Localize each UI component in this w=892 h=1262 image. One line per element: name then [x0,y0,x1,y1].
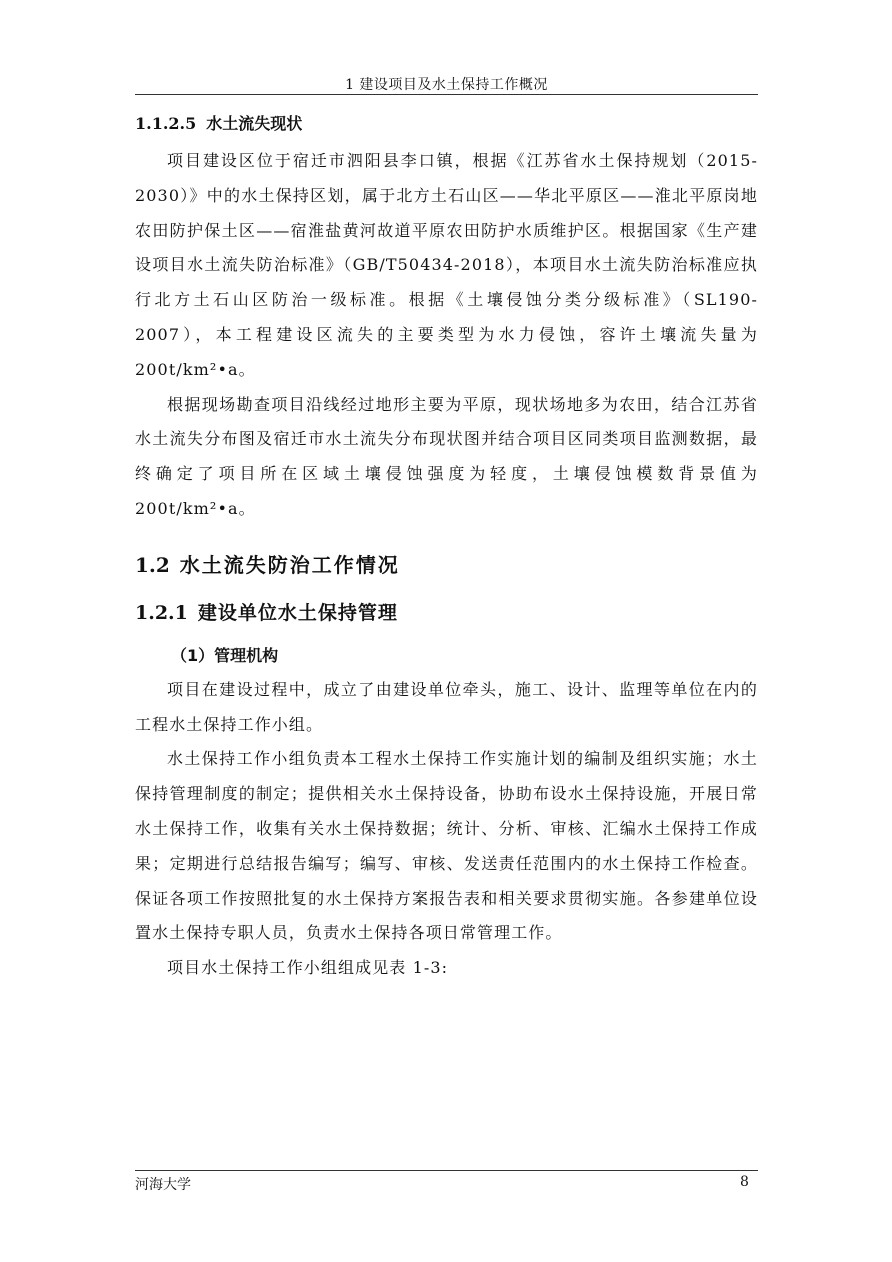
paragraph-management-1: 项目在建设过程中，成立了由建设单位牵头，施工、设计、监理等单位在内的工程水土保持工作小组。 [135,679,758,734]
footer-institution: 河海大学 [135,1177,191,1193]
section-title: 建设单位水土保持管理 [197,601,398,624]
paragraph-erosion-status-1: 项目建设区位于宿迁市泗阳县李口镇，根据《江苏省水土保持规划（2015-2030）》中的水土保持区划，属于北方土石山区——华北平原区——淮北平原岗地农田防护保土区——宿淮盐黄河故道平原农田防护水质维护区。根据国家《生产建设项目水土流失防治标准》（GB/T50434-2018），本项目水土流失防治标准应执行北方土石山区防治一级标准。根据《土壤侵蚀分类分级标准》（SL190-2007），本工程建设区流失的主要类型为水力侵蚀，容许土壤流失量为200t/km²•a。 [135,151,758,379]
subsection-management-heading [171,639,758,673]
section-title: 水土流失防治工作情况 [179,552,400,577]
section-number: 1.1.2.5 [135,114,197,133]
section-number: 1.2 [135,552,170,577]
running-header: 1 建设项目及水土保持工作概况 [345,77,548,93]
paragraph-erosion-status-2: 根据现场勘查项目沿线经过地形主要为平原，现状场地多为农田，结合江苏省水土流失分布图及宿迁市水土流失分布现状图并结合项目区同类项目监测数据，最终确定了项目所在区域土壤侵蚀强度为轻度，土壤侵蚀模数背景值为200t/km²•a。 [135,394,758,518]
section-number: 1.2.1 [135,601,188,624]
footer-rule [135,1170,758,1171]
subsection-title: （1）管理机构 [171,645,279,665]
page-number: 8 [740,1174,749,1190]
section-12-heading [135,545,758,585]
paragraph-management-2: 水土保持工作小组负责本工程水土保持工作实施计划的编制及组织实施；水土保持管理制度的制定；提供相关水土保持设备，协助布设水土保持设施，开展日常水土保持工作，收集有关水土保持数据；统计、分析、审核、汇编水土保持工作成果；定期进行总结报告编写；编写、审核、发送责任范围内的水土保持工作检查。保证各项工作按照批复的水土保持方案报告表和相关要求贯彻实施。各参建单位设置水土保持专职人员，负责水土保持各项日常管理工作。 [135,749,758,943]
section-121-heading [135,593,758,633]
section-title: 水土流失现状 [206,114,303,133]
paragraph-management-3: 项目水土保持工作小组组成见表 1-3: [167,958,449,978]
header-rule [135,94,758,95]
section-1125-heading [135,110,758,138]
page-content [135,110,758,986]
